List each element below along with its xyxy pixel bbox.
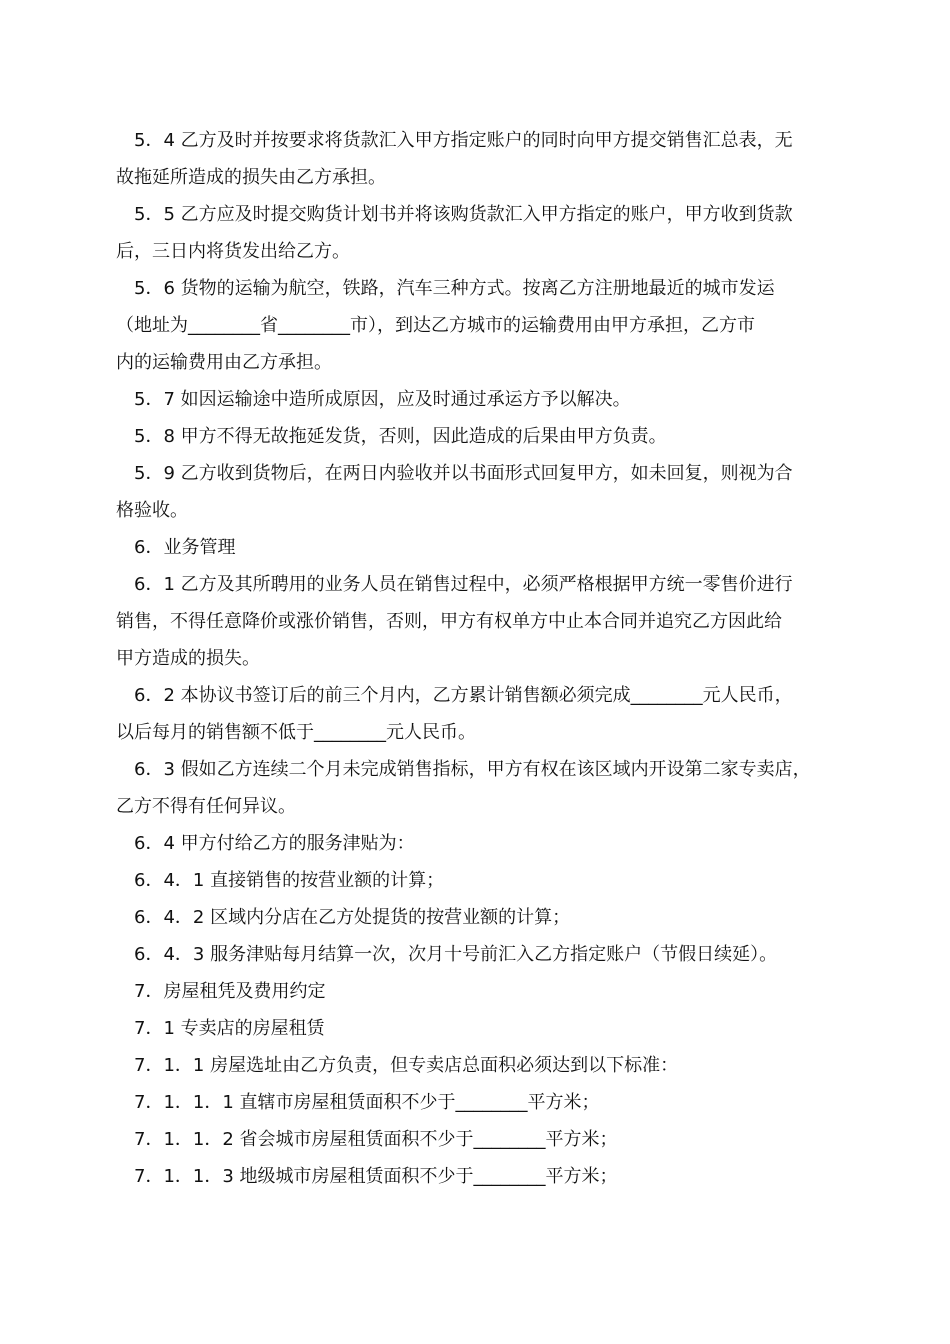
paragraph-line: 5．6 货物的运输为航空，铁路，汽车三种方式。按离乙方注册地最近的城市发运 [134, 278, 775, 299]
paragraph-line: 故拖延所造成的损失由乙方承担。 [116, 167, 386, 188]
paragraph [116, 1084, 844, 1121]
paragraph-line: 6．4．2 区域内分店在乙方处提货的按营业额的计算； [134, 907, 571, 928]
paragraph-line: 内的运输费用由乙方承担。 [116, 352, 332, 373]
paragraph [116, 1121, 844, 1158]
paragraph-line: 5．9 乙方收到货物后，在两日内验收并以书面形式回复甲方，如未回复，则视为合 [134, 463, 793, 484]
paragraph-line: 6．4 甲方付给乙方的服务津贴为： [134, 833, 415, 854]
paragraph [116, 381, 844, 418]
paragraph-line: 甲方造成的损失。 [116, 648, 260, 669]
paragraph [116, 1010, 844, 1047]
paragraph-line: 6．1 乙方及其所聘用的业务人员在销售过程中，必须严格根据甲方统一零售价进行 [134, 574, 793, 595]
paragraph [116, 270, 844, 381]
paragraph [116, 862, 844, 899]
paragraph-line: 5．7 如因运输途中造所成原因，应及时通过承运方予以解决。 [134, 389, 631, 410]
paragraph-line: （地址为________省________市），到达乙方城市的运输费用由甲方承担，乙方市 [116, 315, 755, 336]
paragraph-line: 格验收。 [116, 500, 188, 521]
paragraph [116, 455, 844, 529]
paragraph-line: 6．2 本协议书签订后的前三个月内，乙方累计销售额必须完成________元人民币， [134, 685, 793, 706]
paragraph [116, 751, 844, 825]
paragraph [116, 196, 844, 270]
paragraph-line: 5．8 甲方不得无故拖延发货，否则，因此造成的后果由甲方负责。 [134, 426, 667, 447]
paragraph [116, 1047, 844, 1084]
paragraph-line: 5．4 乙方及时并按要求将货款汇入甲方指定账户的同时向甲方提交销售汇总表，无 [134, 130, 793, 151]
paragraph-line: 7．房屋租凭及费用约定 [134, 981, 326, 1002]
paragraph-line: 6．3 假如乙方连续二个月未完成销售指标，甲方有权在该区域内开设第二家专卖店， [134, 759, 811, 780]
paragraph-line: 销售，不得任意降价或涨价销售，否则，甲方有权单方中止本合同并追究乙方因此给 [116, 611, 782, 632]
paragraph-line: 7．1．1．2 省会城市房屋租赁面积不少于________平方米； [134, 1129, 618, 1150]
paragraph [116, 899, 844, 936]
paragraph-line: 6．业务管理 [134, 537, 236, 558]
paragraph-line: 6．4．1 直接销售的按营业额的计算； [134, 870, 445, 891]
paragraph-line: 后，三日内将货发出给乙方。 [116, 241, 350, 262]
paragraph [116, 1158, 844, 1195]
paragraph [116, 566, 844, 677]
paragraph [116, 529, 844, 566]
paragraph [116, 825, 844, 862]
paragraph [116, 418, 844, 455]
paragraph-line: 5．5 乙方应及时提交购货计划书并将该购货款汇入甲方指定的账户，甲方收到货款 [134, 204, 793, 225]
paragraph-line: 6．4．3 服务津贴每月结算一次，次月十号前汇入乙方指定账户（节假日续延）。 [134, 944, 778, 965]
paragraph-line: 7．1．1 房屋选址由乙方负责，但专卖店总面积必须达到以下标准： [134, 1055, 679, 1076]
paragraph-line: 乙方不得有任何异议。 [116, 796, 296, 817]
paragraph-line: 7．1．1．1 直辖市房屋租赁面积不少于________平方米； [134, 1092, 600, 1113]
paragraph-line: 7．1．1．3 地级城市房屋租赁面积不少于________平方米； [134, 1166, 618, 1187]
paragraph-line: 以后每月的销售额不低于________元人民币。 [116, 722, 476, 743]
paragraph [116, 973, 844, 1010]
paragraph [116, 677, 844, 751]
paragraph [116, 936, 844, 973]
paragraph [116, 122, 844, 196]
paragraph-line: 7．1 专卖店的房屋租赁 [134, 1018, 325, 1039]
